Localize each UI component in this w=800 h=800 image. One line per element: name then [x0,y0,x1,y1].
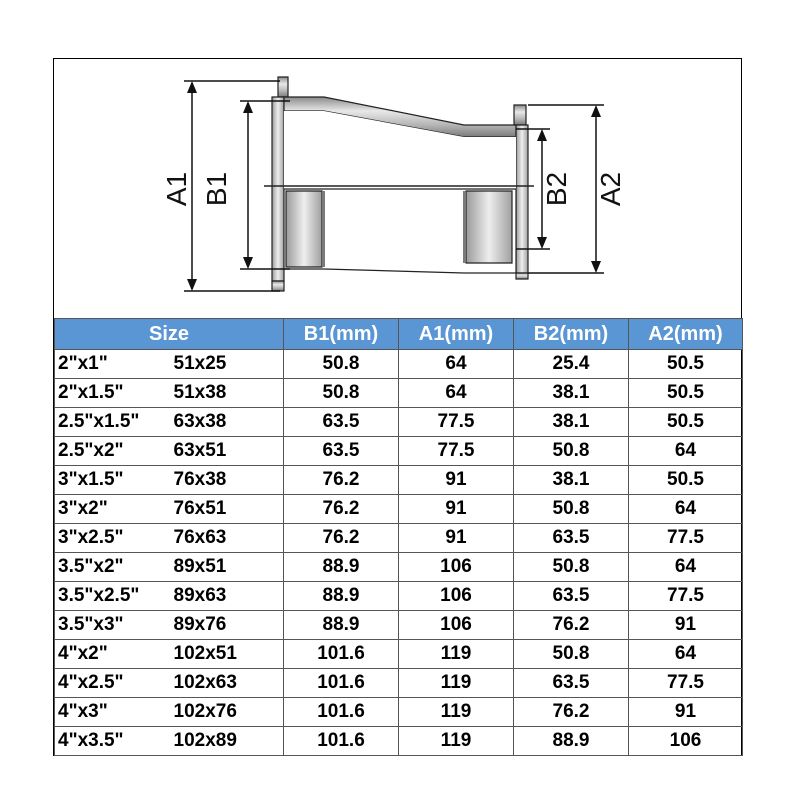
label-a1: A1 [161,171,192,207]
cell-a1: 77.5 [399,437,514,466]
cell-size-mm: 89x63 [169,582,284,611]
cell-a2: 77.5 [629,669,743,698]
reducer-diagram [54,59,741,318]
cell-size-inch: 3.5"x2" [55,553,169,582]
cell-b2: 50.8 [514,437,629,466]
cell-b2: 76.2 [514,698,629,727]
cell-size-mm: 51x38 [169,379,284,408]
table-row [55,669,743,698]
cell-size-inch: 2.5"x2" [55,437,169,466]
cell-b1: 76.2 [284,495,399,524]
table-row [55,524,743,553]
cell-b2: 63.5 [514,524,629,553]
header-a2: A2(mm) [629,319,743,350]
cell-size-inch: 3.5"x2.5" [55,582,169,611]
cell-b2: 50.8 [514,553,629,582]
cell-size-inch: 2"x1" [55,350,169,379]
cell-a1: 106 [399,553,514,582]
cell-a1: 106 [399,582,514,611]
cell-b1: 50.8 [284,379,399,408]
cell-b1: 88.9 [284,553,399,582]
cell-b1: 63.5 [284,408,399,437]
cell-size-inch: 4"x3" [55,698,169,727]
cell-size-inch: 2.5"x1.5" [55,408,169,437]
table-row [55,408,743,437]
cell-a1: 119 [399,727,514,756]
table-row [55,582,743,611]
cell-a2: 50.5 [629,408,743,437]
cell-a2: 64 [629,495,743,524]
header-b2: B2(mm) [514,319,629,350]
dimension-table [54,318,743,756]
cell-a1: 77.5 [399,408,514,437]
cell-a2: 91 [629,698,743,727]
cell-a2: 77.5 [629,582,743,611]
cell-a1: 119 [399,698,514,727]
cell-size-inch: 2"x1.5" [55,379,169,408]
cell-size-mm: 76x38 [169,466,284,495]
cell-b2: 38.1 [514,466,629,495]
cell-size-inch: 3.5"x3" [55,611,169,640]
cell-b2: 76.2 [514,611,629,640]
cell-a1: 91 [399,524,514,553]
cell-b2: 50.8 [514,495,629,524]
cell-b1: 76.2 [284,466,399,495]
cell-b1: 101.6 [284,640,399,669]
table-row [55,640,743,669]
table-row [55,466,743,495]
cell-a1: 91 [399,466,514,495]
table-header-row [55,319,743,350]
cell-size-inch: 4"x2.5" [55,669,169,698]
cell-size-inch: 3"x2" [55,495,169,524]
cell-b1: 50.8 [284,350,399,379]
cell-b1: 63.5 [284,437,399,466]
cell-size-mm: 89x76 [169,611,284,640]
cell-a2: 64 [629,553,743,582]
cell-a2: 64 [629,640,743,669]
cell-size-inch: 3"x1.5" [55,466,169,495]
table-row [55,698,743,727]
cell-b1: 88.9 [284,582,399,611]
cell-a2: 91 [629,611,743,640]
cell-a1: 64 [399,350,514,379]
cell-size-mm: 51x25 [169,350,284,379]
table-row [55,727,743,756]
header-size: Size [55,319,284,350]
header-b1: B1(mm) [284,319,399,350]
cell-size-mm: 63x51 [169,437,284,466]
table-row [55,350,743,379]
label-a2: A2 [595,171,626,207]
table-row [55,611,743,640]
cell-a2: 50.5 [629,350,743,379]
cell-a1: 64 [399,379,514,408]
cell-a2: 77.5 [629,524,743,553]
cell-a1: 106 [399,611,514,640]
cell-size-mm: 102x89 [169,727,284,756]
table-row [55,437,743,466]
cell-size-mm: 102x51 [169,640,284,669]
cell-a1: 119 [399,669,514,698]
cell-size-mm: 89x51 [169,553,284,582]
cell-b2: 63.5 [514,669,629,698]
cell-size-mm: 102x76 [169,698,284,727]
cell-size-mm: 63x38 [169,408,284,437]
cell-b1: 76.2 [284,524,399,553]
table-body [55,350,743,756]
cell-b1: 101.6 [284,669,399,698]
cell-size-mm: 76x63 [169,524,284,553]
cell-size-inch: 3"x2.5" [55,524,169,553]
table-row [55,379,743,408]
cell-a2: 64 [629,437,743,466]
cell-b2: 88.9 [514,727,629,756]
cell-a1: 119 [399,640,514,669]
cell-b2: 63.5 [514,582,629,611]
label-b2: B2 [541,171,572,207]
cell-b1: 88.9 [284,611,399,640]
cell-a1: 91 [399,495,514,524]
table-row [55,495,743,524]
cell-b2: 38.1 [514,379,629,408]
header-a1: A1(mm) [399,319,514,350]
reducer-body [264,77,534,291]
cell-b2: 38.1 [514,408,629,437]
cell-a2: 50.5 [629,466,743,495]
table-row [55,553,743,582]
cell-b1: 101.6 [284,727,399,756]
cell-size-mm: 76x51 [169,495,284,524]
spec-sheet [53,58,742,756]
cell-a2: 106 [629,727,743,756]
label-b1: B1 [201,171,232,207]
cell-b1: 101.6 [284,698,399,727]
cell-a2: 50.5 [629,379,743,408]
cell-size-inch: 4"x3.5" [55,727,169,756]
cell-size-inch: 4"x2" [55,640,169,669]
cell-b2: 50.8 [514,640,629,669]
cell-size-mm: 102x63 [169,669,284,698]
cell-b2: 25.4 [514,350,629,379]
